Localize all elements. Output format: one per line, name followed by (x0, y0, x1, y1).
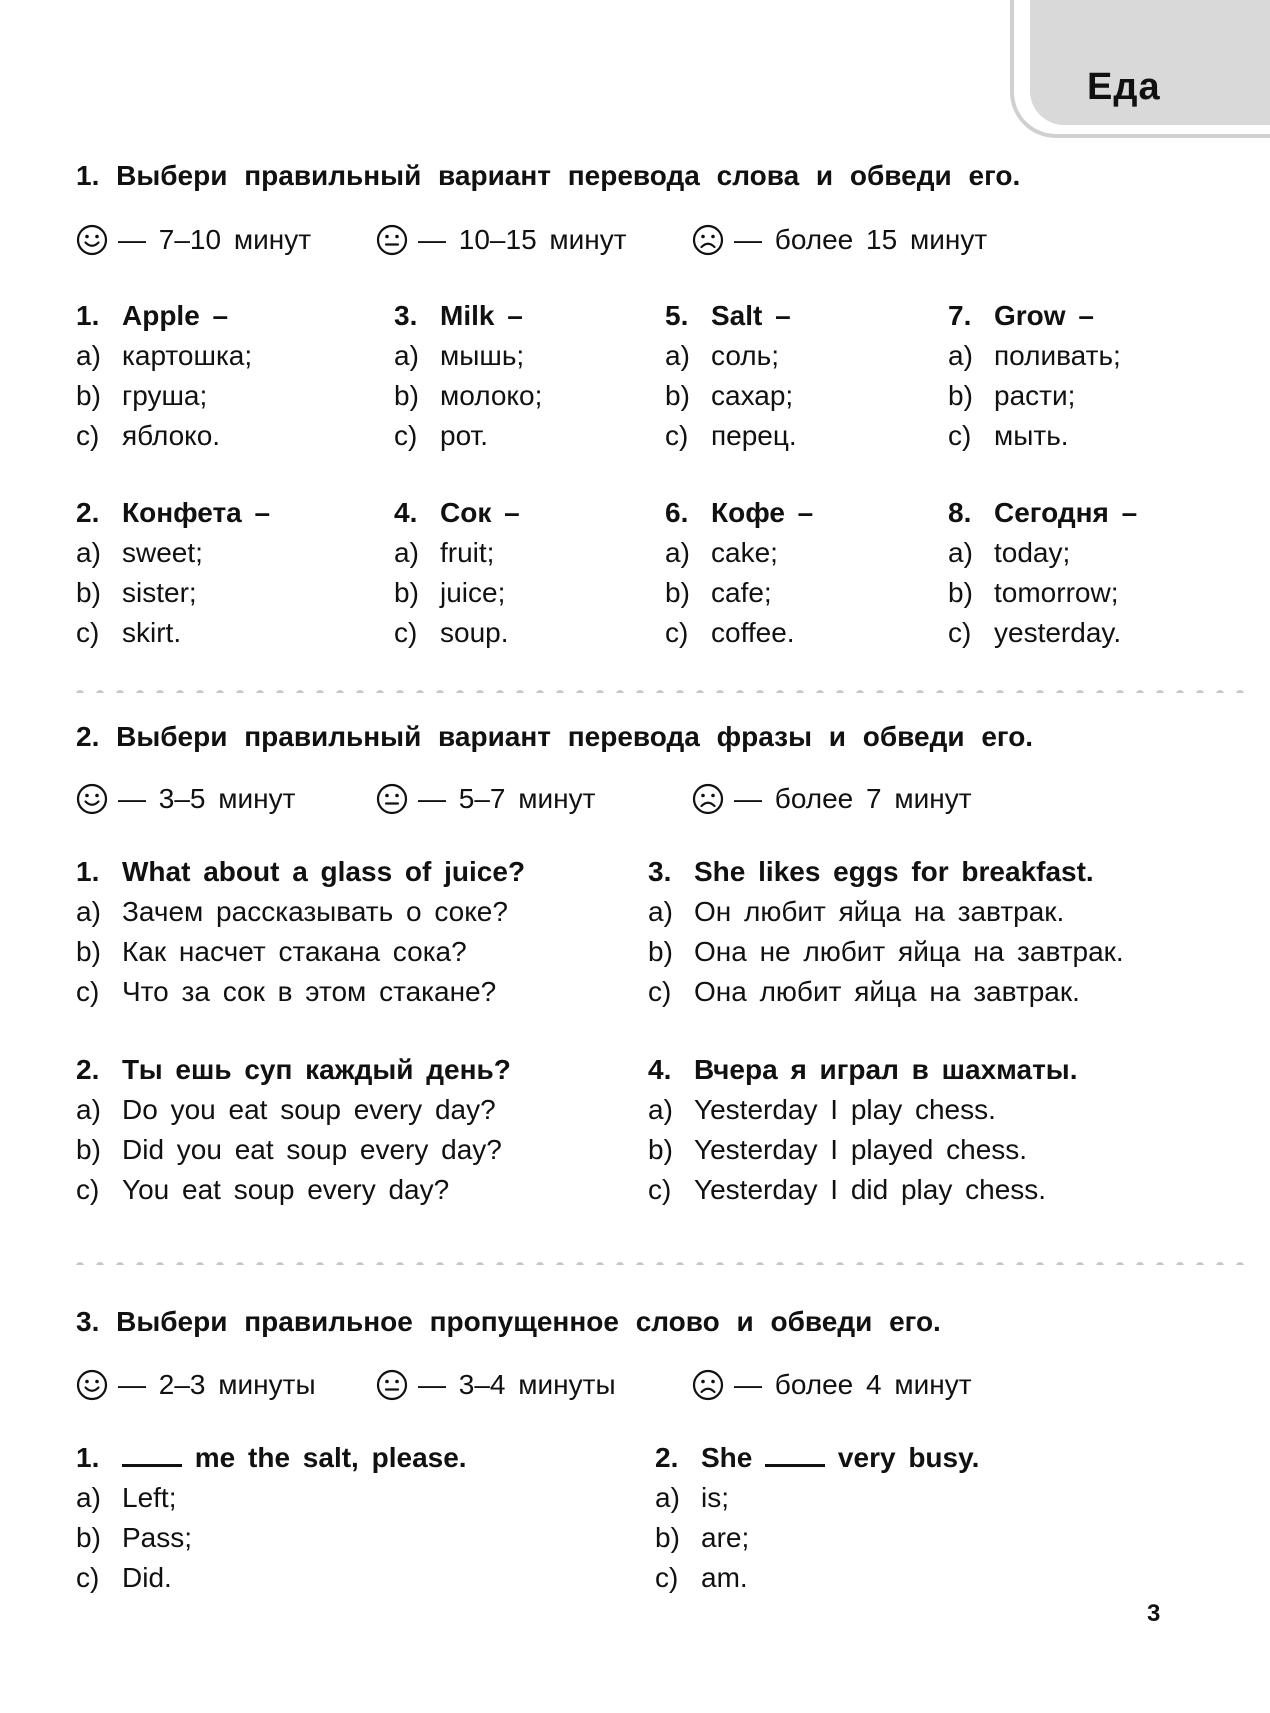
timer-fast-label: — 2–3 минуты (118, 1369, 316, 1400)
question-prompt: Вчера я играл в шахматы. (694, 1054, 1078, 1085)
divider-dot (336, 690, 344, 693)
question-prompt: What about a glass of juice? (122, 856, 526, 887)
divider-dot (1136, 1262, 1144, 1265)
divider-dot (696, 690, 704, 693)
divider-dot (1036, 690, 1044, 693)
answer-blank[interactable] (765, 1442, 825, 1467)
sad-face-icon (692, 224, 724, 256)
question-number: 2. (76, 1054, 100, 1085)
page-title: Еда (1087, 66, 1161, 108)
timer-slow-label: — более 4 минут (734, 1369, 972, 1400)
question-prompt: Конфета – (122, 497, 271, 528)
timer-fast (76, 1369, 316, 1401)
question-number: 1. (76, 300, 100, 331)
option-a[interactable]: a) поливать; (948, 340, 1121, 371)
option-a[interactable]: a) Yesterday I play chess. (648, 1094, 996, 1125)
divider-dot (556, 1262, 564, 1265)
divider-dot (1216, 690, 1224, 693)
question-prompt: Grow – (994, 300, 1094, 331)
divider-dot (96, 690, 104, 693)
divider-dot (276, 690, 284, 693)
divider-dot (296, 1262, 304, 1265)
divider-dot (1216, 1262, 1224, 1265)
divider-dot (1156, 1262, 1164, 1265)
divider-dot (776, 1262, 784, 1265)
task-1-title: 1. Выбери правильный вариант перевода слова и обведи его. (76, 160, 1021, 191)
option-b[interactable]: b) sister; (76, 577, 197, 608)
option-b[interactable]: b) Yesterday I played chess. (648, 1134, 1028, 1165)
task-2-timer (76, 783, 1176, 823)
question-number: 6. (665, 497, 689, 528)
divider-dot (1156, 690, 1164, 693)
divider-dot (356, 1262, 364, 1265)
divider-dot (376, 690, 384, 693)
question-prompt: Ты ешь суп каждый день? (122, 1054, 511, 1085)
divider-dot (856, 690, 864, 693)
question-prompt: Salt – (711, 300, 791, 331)
divider-dot (676, 1262, 684, 1265)
divider-dot (616, 690, 624, 693)
timer-medium-label: — 5–7 минут (418, 783, 596, 814)
option-b[interactable]: b) груша; (76, 380, 208, 411)
timer-slow (692, 224, 987, 256)
divider-dot (756, 1262, 764, 1265)
divider-dot (616, 1262, 624, 1265)
divider-dot (796, 1262, 804, 1265)
option-c[interactable]: c) skirt. (76, 617, 182, 648)
question-prompt: Кофе – (711, 497, 814, 528)
divider-dot (1196, 1262, 1204, 1265)
divider-dot (956, 1262, 964, 1265)
option-b[interactable]: b) cafe; (665, 577, 772, 608)
divider-dot (896, 1262, 904, 1265)
task-3-timer (76, 1369, 1176, 1409)
timer-fast (76, 224, 311, 256)
question-number: 4. (648, 1054, 672, 1085)
task-3-title: 3. Выбери правильное пропущенное слово и обведи его. (76, 1306, 941, 1337)
divider-dot (1016, 1262, 1024, 1265)
question-number: 3. (648, 856, 672, 887)
divider-dot (836, 1262, 844, 1265)
divider-dot (416, 1262, 424, 1265)
divider-dot (316, 690, 324, 693)
divider-dot (576, 1262, 584, 1265)
option-b[interactable]: b) Как насчет стакана сока? (76, 936, 467, 967)
question-number: 8. (948, 497, 972, 528)
timer-medium-label: — 3–4 минуты (418, 1369, 616, 1400)
divider-dot (96, 1262, 104, 1265)
option-c[interactable]: c) soup. (394, 617, 509, 648)
divider-dot (1136, 690, 1144, 693)
divider-dot (776, 690, 784, 693)
option-c[interactable]: c) рот. (394, 420, 489, 451)
task-2-title: 2. Выбери правильный вариант перевода фразы и обведи его. (76, 721, 1034, 752)
question-number: 7. (948, 300, 972, 331)
divider-dot (816, 1262, 824, 1265)
divider-dot (116, 690, 124, 693)
divider-dot (636, 690, 644, 693)
divider-dot (356, 690, 364, 693)
question-number: 2. (76, 497, 100, 528)
divider-dot (716, 690, 724, 693)
option-b[interactable]: b) Did you eat soup every day? (76, 1134, 502, 1165)
divider-dot (636, 1262, 644, 1265)
option-c[interactable]: c) Did. (76, 1562, 172, 1593)
option-a[interactable]: a) sweet; (76, 537, 203, 568)
divider-dot (556, 690, 564, 693)
divider-dot (176, 1262, 184, 1265)
option-a[interactable]: a) Зачем рассказывать о соке? (76, 896, 508, 927)
option-c[interactable]: c) yesterday. (948, 617, 1122, 648)
happy-face-icon (76, 783, 108, 815)
timer-slow-label: — более 7 минут (734, 783, 972, 814)
timer-slow (692, 783, 972, 815)
divider-dot (696, 1262, 704, 1265)
timer-medium (376, 224, 627, 256)
option-a[interactable]: a) fruit; (394, 537, 495, 568)
timer-fast-label: — 7–10 минут (118, 224, 312, 255)
neutral-face-icon (376, 1369, 408, 1401)
divider-dot (396, 690, 404, 693)
option-b[interactable]: b) расти; (948, 380, 1076, 411)
divider-dot (1176, 1262, 1184, 1265)
task-1-timer (76, 224, 1176, 264)
option-c[interactable]: c) Она любит яйца на завтрак. (648, 976, 1080, 1007)
timer-medium (376, 783, 595, 815)
divider-dot (936, 1262, 944, 1265)
divider-dot (456, 690, 464, 693)
divider-dot (596, 1262, 604, 1265)
option-b[interactable]: b) are; (655, 1522, 750, 1553)
option-c[interactable]: c) am. (655, 1562, 748, 1593)
divider-dot (296, 690, 304, 693)
divider-dot (336, 1262, 344, 1265)
divider-dot (256, 1262, 264, 1265)
divider-dot (436, 690, 444, 693)
sad-face-icon (692, 1369, 724, 1401)
divider-dot (1076, 690, 1084, 693)
divider-dot (216, 1262, 224, 1265)
divider-dot (656, 1262, 664, 1265)
divider-dot (596, 690, 604, 693)
divider-dot (816, 690, 824, 693)
question-prompt: very busy. (837, 1442, 980, 1473)
option-a[interactable]: a) Left; (76, 1482, 177, 1513)
divider-dot (1036, 1262, 1044, 1265)
divider-dot (396, 1262, 404, 1265)
question-number: 5. (665, 300, 689, 331)
divider-dot (976, 690, 984, 693)
divider-dot (496, 1262, 504, 1265)
divider-dot (1236, 690, 1244, 693)
divider-dot (156, 1262, 164, 1265)
happy-face-icon (76, 1369, 108, 1401)
divider-dot (796, 690, 804, 693)
divider-dot (1176, 690, 1184, 693)
divider-dot (196, 1262, 204, 1265)
timer-slow (692, 1369, 972, 1401)
divider-dot (576, 690, 584, 693)
divider-dot (736, 690, 744, 693)
option-a[interactable]: a) картошка; (76, 340, 253, 371)
option-c[interactable]: c) яблоко. (76, 420, 221, 451)
option-c[interactable]: c) мыть. (948, 420, 1069, 451)
divider-dot (156, 690, 164, 693)
timer-fast (76, 783, 295, 815)
option-a[interactable]: a) cake; (665, 537, 778, 568)
divider-dot (76, 1262, 84, 1265)
divider-dot (476, 1262, 484, 1265)
question-prompt: Apple – (122, 300, 229, 331)
option-a[interactable]: a) is; (655, 1482, 729, 1513)
divider-dot (936, 690, 944, 693)
question-prompt: Сегодня – (994, 497, 1138, 528)
divider-dot (256, 690, 264, 693)
option-b[interactable]: b) juice; (394, 577, 506, 608)
question-number: 2. (655, 1442, 679, 1473)
option-b[interactable]: b) сахар; (665, 380, 794, 411)
divider-dot (1056, 690, 1064, 693)
divider-dot (416, 690, 424, 693)
divider-dot (536, 1262, 544, 1265)
divider-dot (536, 690, 544, 693)
divider-dot (1116, 1262, 1124, 1265)
divider-dot (1056, 1262, 1064, 1265)
divider-dot (76, 690, 84, 693)
divider-dot (916, 690, 924, 693)
divider-dot (756, 690, 764, 693)
question-number: 1. (76, 856, 100, 887)
divider-dot (996, 1262, 1004, 1265)
divider-dot (136, 690, 144, 693)
option-a[interactable]: a) Do you eat soup every day? (76, 1094, 496, 1125)
option-b[interactable]: b) молоко; (394, 380, 543, 411)
divider-dot (176, 690, 184, 693)
question-prompt: Сок – (440, 497, 520, 528)
option-c[interactable]: c) You eat soup every day? (76, 1174, 450, 1205)
divider-dot (516, 690, 524, 693)
divider-dot (996, 690, 1004, 693)
page-number: 3 (1147, 1600, 1161, 1627)
divider-dot (436, 1262, 444, 1265)
answer-blank[interactable] (122, 1442, 182, 1467)
divider-dot (676, 690, 684, 693)
divider-dot (956, 690, 964, 693)
divider-dot (1116, 690, 1124, 693)
option-c[interactable]: c) перец. (665, 420, 797, 451)
divider-dot (876, 1262, 884, 1265)
divider-dot (976, 1262, 984, 1265)
neutral-face-icon (376, 783, 408, 815)
question-prompt: She likes eggs for breakfast. (694, 856, 1094, 887)
timer-fast-label: — 3–5 минут (118, 783, 296, 814)
divider-dot (496, 690, 504, 693)
divider-dot (476, 690, 484, 693)
divider-dot (276, 1262, 284, 1265)
divider-dot (316, 1262, 324, 1265)
timer-medium (376, 1369, 616, 1401)
option-b[interactable]: b) Pass; (76, 1522, 193, 1553)
option-b[interactable]: b) Она не любит яйца на завтрак. (648, 936, 1124, 967)
divider-dot (836, 690, 844, 693)
timer-slow-label: — более 15 минут (734, 224, 988, 255)
dotted-divider (76, 1257, 1270, 1265)
divider-dot (856, 1262, 864, 1265)
option-a[interactable]: a) соль; (665, 340, 779, 371)
divider-dot (196, 690, 204, 693)
divider-dot (1196, 690, 1204, 693)
divider-dot (216, 690, 224, 693)
option-a[interactable]: a) today; (948, 537, 1071, 568)
question-number: 4. (394, 497, 418, 528)
option-c[interactable]: c) Yesterday I did play chess. (648, 1174, 1047, 1205)
question-prompt: me the salt, please. (194, 1442, 467, 1473)
divider-dot (896, 690, 904, 693)
divider-dot (516, 1262, 524, 1265)
divider-dot (136, 1262, 144, 1265)
neutral-face-icon (376, 224, 408, 256)
dotted-divider (76, 685, 1270, 693)
option-b[interactable]: b) tomorrow; (948, 577, 1119, 608)
sad-face-icon (692, 783, 724, 815)
divider-dot (716, 1262, 724, 1265)
question-prompt: Milk – (440, 300, 523, 331)
divider-dot (876, 690, 884, 693)
divider-dot (1016, 690, 1024, 693)
option-a[interactable]: a) мышь; (394, 340, 525, 371)
divider-dot (916, 1262, 924, 1265)
happy-face-icon (76, 224, 108, 256)
divider-dot (456, 1262, 464, 1265)
divider-dot (1096, 1262, 1104, 1265)
divider-dot (116, 1262, 124, 1265)
divider-dot (1096, 690, 1104, 693)
timer-medium-label: — 10–15 минут (418, 224, 627, 255)
divider-dot (236, 1262, 244, 1265)
divider-dot (1076, 1262, 1084, 1265)
divider-dot (376, 1262, 384, 1265)
question-number: 1. (76, 1442, 100, 1473)
question-prompt-start: She (701, 1442, 753, 1473)
divider-dot (736, 1262, 744, 1265)
divider-dot (236, 690, 244, 693)
divider-dot (656, 690, 664, 693)
option-a[interactable]: a) Он любит яйца на завтрак. (648, 896, 1065, 927)
option-c[interactable]: c) Что за сок в этом стакане? (76, 976, 497, 1007)
option-c[interactable]: c) coffee. (665, 617, 795, 648)
question-number: 3. (394, 300, 418, 331)
divider-dot (1236, 1262, 1244, 1265)
